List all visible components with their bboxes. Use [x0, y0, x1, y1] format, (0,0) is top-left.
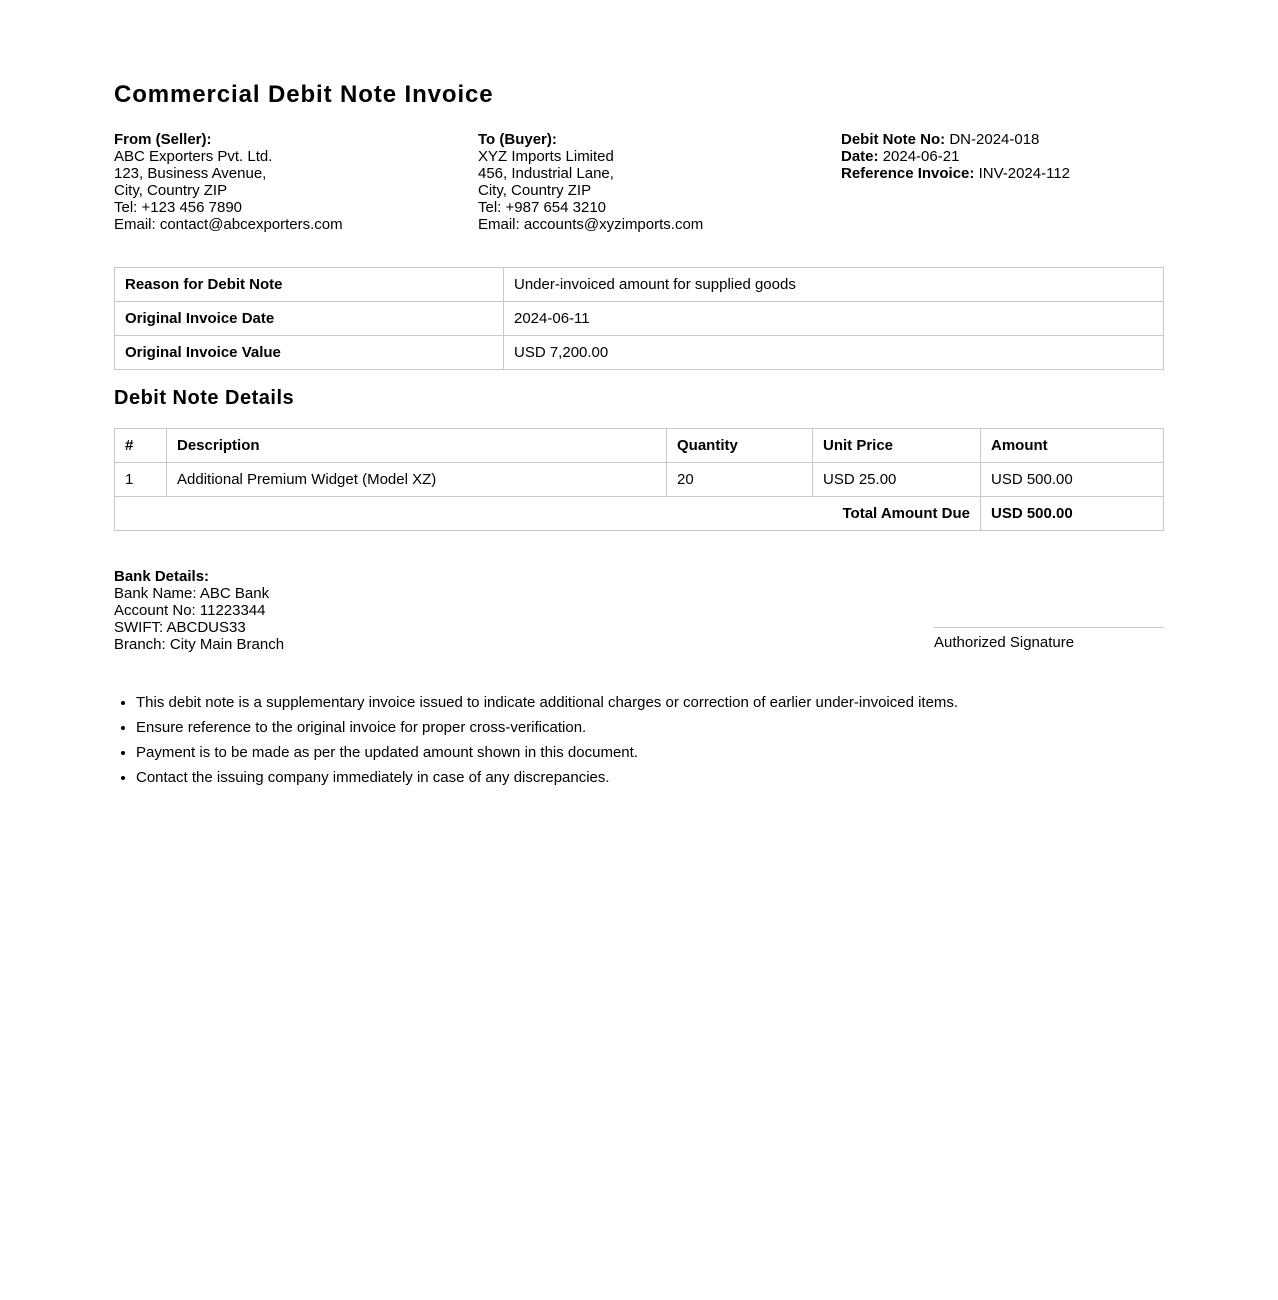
parties-section — [114, 131, 1164, 233]
debit-note-number: DN-2024-018 — [949, 131, 1040, 148]
debit-note-details-heading: Debit Note Details — [114, 387, 295, 409]
info-label: Original Invoice Value — [115, 336, 504, 370]
debit-note-number-label: Debit Note No: — [841, 131, 946, 148]
info-value: 2024-06-11 — [504, 302, 1164, 336]
document-title: Commercial Debit Note Invoice — [114, 81, 494, 108]
seller-address-line-1: 123, Business Avenue, — [114, 165, 267, 182]
authorized-signature: Authorized Signature — [934, 627, 1164, 653]
column-header-amount: Amount — [981, 429, 1164, 463]
column-header-unit-price: Unit Price — [813, 429, 981, 463]
debit-note-items-table — [114, 428, 1164, 531]
buyer-address-line-2: City, Country ZIP — [478, 182, 592, 199]
list-item: • This debit note is a supplementary invoice issued to indicate additional charges or correction of earlier under-invoiced items. — [136, 690, 1164, 715]
item-number: 1 — [115, 463, 167, 497]
date-line — [841, 148, 1164, 165]
seller-email: Email: contact@abcexporters.com — [114, 216, 343, 233]
seller-tel: Tel: +123 456 7890 — [114, 199, 243, 216]
bank-account-number: Account No: 11223344 — [114, 602, 266, 619]
footer-section — [114, 568, 1164, 653]
reference-invoice-line — [841, 165, 1164, 182]
date-label: Date: — [841, 148, 879, 165]
seller-block — [114, 131, 478, 233]
notes-list — [114, 690, 1164, 790]
item-description: Additional Premium Widget (Model XZ) — [167, 463, 667, 497]
bank-branch: Branch: City Main Branch — [114, 636, 285, 653]
buyer-email: Email: accounts@xyzimports.com — [478, 216, 704, 233]
total-amount-value: USD 500.00 — [981, 497, 1164, 531]
info-value: USD 7,200.00 — [504, 336, 1164, 370]
buyer-block — [478, 131, 841, 233]
bank-details-heading: Bank Details: — [114, 568, 210, 585]
item-unit-price: USD 25.00 — [813, 463, 981, 497]
reference-invoice-label: Reference Invoice: — [841, 165, 975, 182]
table-row — [115, 268, 1164, 302]
list-item: • Contact the issuing company immediately in case of any discrepancies. — [136, 765, 1164, 790]
seller-name: ABC Exporters Pvt. Ltd. — [114, 148, 273, 165]
buyer-address-line-1: 456, Industrial Lane, — [478, 165, 614, 182]
buyer-tel: Tel: +987 654 3210 — [478, 199, 607, 216]
info-value: Under-invoiced amount for supplied goods — [504, 268, 1164, 302]
buyer-heading: To (Buyer): — [478, 131, 557, 148]
info-label: Reason for Debit Note — [115, 268, 504, 302]
total-row — [115, 497, 1164, 531]
column-header-description: Description — [167, 429, 667, 463]
item-amount: USD 500.00 — [981, 463, 1164, 497]
table-row — [115, 302, 1164, 336]
info-label: Original Invoice Date — [115, 302, 504, 336]
invoice-info-table — [114, 267, 1164, 370]
reference-invoice-value: INV-2024-112 — [978, 165, 1071, 182]
table-row — [115, 463, 1164, 497]
table-header-row — [115, 429, 1164, 463]
list-item: • Payment is to be made as per the updated amount shown in this document. — [136, 740, 1164, 765]
item-quantity: 20 — [667, 463, 813, 497]
total-amount-label: Total Amount Due — [115, 497, 981, 531]
bank-details — [114, 568, 284, 653]
seller-address-line-2: City, Country ZIP — [114, 182, 228, 199]
table-row — [115, 336, 1164, 370]
debit-note-number-line — [841, 131, 1164, 148]
debit-note-meta — [841, 131, 1164, 233]
buyer-name: XYZ Imports Limited — [478, 148, 614, 165]
bank-swift: SWIFT: ABCDUS33 — [114, 619, 246, 636]
column-header-quantity: Quantity — [667, 429, 813, 463]
seller-heading: From (Seller): — [114, 131, 212, 148]
date-value: 2024-06-21 — [882, 148, 960, 165]
bank-name: Bank Name: ABC Bank — [114, 585, 270, 602]
column-header-number: # — [115, 429, 167, 463]
list-item: • Ensure reference to the original invoice for proper cross-verification. — [136, 715, 1164, 740]
